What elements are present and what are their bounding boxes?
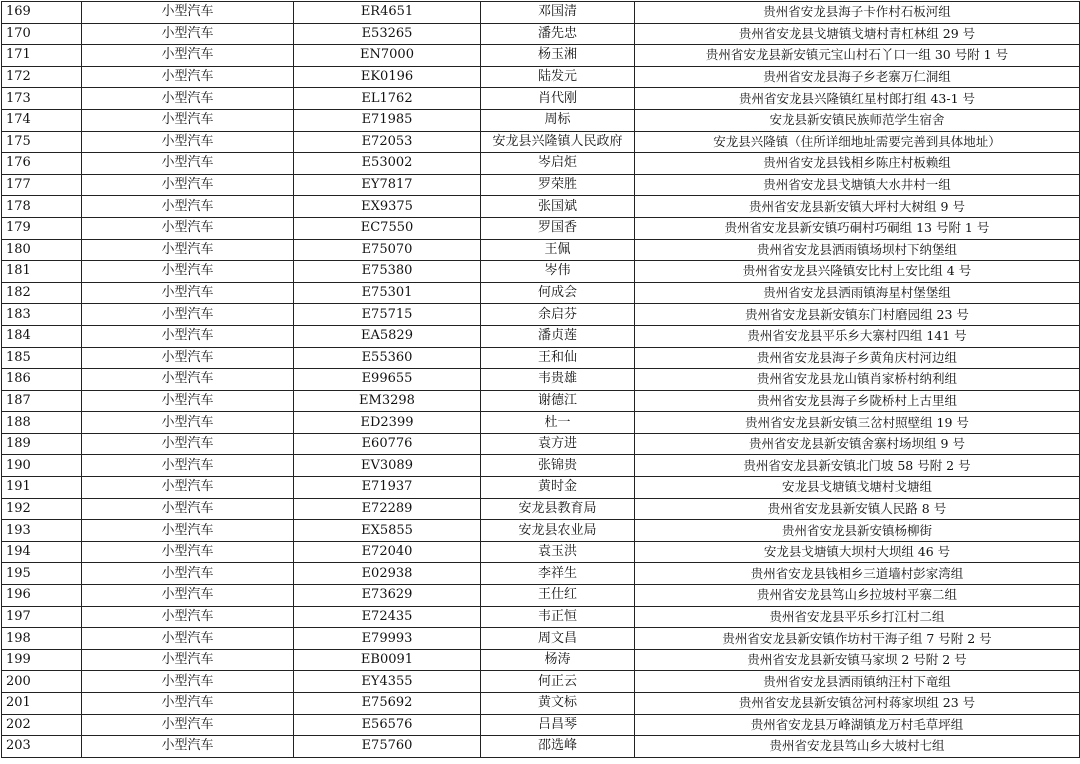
table-row — [2, 45, 1080, 67]
cell-address: 安龙县戈塘镇大坝村大坝组 46 号 — [635, 541, 1080, 563]
cell-address: 贵州省安龙县洒雨镇纳汪村下竜组 — [635, 671, 1080, 693]
cell-plate-number: EX9375 — [294, 196, 481, 218]
cell-serial-number: 185 — [2, 347, 82, 369]
cell-vehicle-type: 小型汽车 — [82, 66, 294, 88]
cell-serial-number: 202 — [2, 714, 82, 736]
cell-plate-number: E72053 — [294, 131, 481, 153]
cell-vehicle-type: 小型汽车 — [82, 109, 294, 131]
cell-owner-name: 安龙县教育局 — [481, 498, 635, 520]
cell-vehicle-type: 小型汽车 — [82, 671, 294, 693]
cell-serial-number: 198 — [2, 628, 82, 650]
cell-serial-number: 196 — [2, 585, 82, 607]
cell-plate-number: EM3298 — [294, 390, 481, 412]
table-row — [2, 174, 1080, 196]
cell-vehicle-type: 小型汽车 — [82, 693, 294, 715]
cell-plate-number: E72289 — [294, 498, 481, 520]
cell-owner-name: 安龙县农业局 — [481, 520, 635, 542]
cell-owner-name: 黄文标 — [481, 693, 635, 715]
cell-plate-number: E56576 — [294, 714, 481, 736]
cell-address: 贵州省安龙县新安镇大坪村大树组 9 号 — [635, 196, 1080, 218]
cell-plate-number: E73629 — [294, 585, 481, 607]
table-row — [2, 520, 1080, 542]
cell-owner-name: 杨玉湘 — [481, 45, 635, 67]
cell-vehicle-type: 小型汽车 — [82, 498, 294, 520]
cell-address: 贵州省安龙县海子卡作村石板河组 — [635, 2, 1080, 24]
cell-plate-number: ER4651 — [294, 2, 481, 24]
cell-plate-number: E99655 — [294, 369, 481, 391]
cell-address: 贵州省安龙县笃山乡拉坡村平寨二组 — [635, 585, 1080, 607]
cell-address: 贵州省安龙县新安镇杨柳街 — [635, 520, 1080, 542]
cell-address: 贵州省安龙县万峰湖镇龙万村毛草坪组 — [635, 714, 1080, 736]
cell-address: 贵州省安龙县平乐乡大寨村四组 141 号 — [635, 325, 1080, 347]
table-row — [2, 693, 1080, 715]
cell-vehicle-type: 小型汽车 — [82, 347, 294, 369]
table-row — [2, 282, 1080, 304]
cell-address: 贵州省安龙县洒雨镇海星村堡堡组 — [635, 282, 1080, 304]
cell-vehicle-type: 小型汽车 — [82, 282, 294, 304]
table-row — [2, 498, 1080, 520]
cell-vehicle-type: 小型汽车 — [82, 477, 294, 499]
cell-vehicle-type: 小型汽车 — [82, 412, 294, 434]
table-row — [2, 153, 1080, 175]
cell-owner-name: 罗荣胜 — [481, 174, 635, 196]
cell-owner-name: 周文昌 — [481, 628, 635, 650]
cell-vehicle-type: 小型汽车 — [82, 455, 294, 477]
cell-address: 贵州省安龙县海子乡黄角庆村河边组 — [635, 347, 1080, 369]
cell-address: 贵州省安龙县新安镇北门坡 58 号附 2 号 — [635, 455, 1080, 477]
cell-serial-number: 199 — [2, 649, 82, 671]
cell-vehicle-type: 小型汽车 — [82, 261, 294, 283]
cell-plate-number: EK0196 — [294, 66, 481, 88]
cell-plate-number: EB0091 — [294, 649, 481, 671]
cell-owner-name: 肖代刚 — [481, 88, 635, 110]
table-row — [2, 304, 1080, 326]
cell-plate-number: E71937 — [294, 477, 481, 499]
cell-owner-name: 张锦贵 — [481, 455, 635, 477]
cell-owner-name: 陆发元 — [481, 66, 635, 88]
table-row — [2, 196, 1080, 218]
cell-vehicle-type: 小型汽车 — [82, 196, 294, 218]
cell-plate-number: E60776 — [294, 433, 481, 455]
cell-owner-name: 何正云 — [481, 671, 635, 693]
cell-serial-number: 182 — [2, 282, 82, 304]
cell-serial-number: 187 — [2, 390, 82, 412]
cell-address: 安龙县新安镇民族师范学生宿舍 — [635, 109, 1080, 131]
table-row — [2, 2, 1080, 24]
cell-serial-number: 190 — [2, 455, 82, 477]
cell-address: 贵州省安龙县钱相乡三道墙村彭家湾组 — [635, 563, 1080, 585]
cell-serial-number: 194 — [2, 541, 82, 563]
cell-address: 贵州省安龙县戈塘镇大水井村一组 — [635, 174, 1080, 196]
table-row — [2, 369, 1080, 391]
cell-serial-number: 176 — [2, 153, 82, 175]
cell-vehicle-type: 小型汽车 — [82, 563, 294, 585]
table-row — [2, 563, 1080, 585]
cell-owner-name: 王仕红 — [481, 585, 635, 607]
cell-plate-number: EV3089 — [294, 455, 481, 477]
cell-serial-number: 175 — [2, 131, 82, 153]
cell-serial-number: 189 — [2, 433, 82, 455]
cell-address: 贵州省安龙县钱相乡陈庄村板赖组 — [635, 153, 1080, 175]
cell-vehicle-type: 小型汽车 — [82, 239, 294, 261]
cell-serial-number: 181 — [2, 261, 82, 283]
cell-owner-name: 邵选峰 — [481, 736, 635, 758]
cell-owner-name: 李祥生 — [481, 563, 635, 585]
cell-plate-number: E75070 — [294, 239, 481, 261]
cell-owner-name: 谢德江 — [481, 390, 635, 412]
cell-serial-number: 193 — [2, 520, 82, 542]
cell-serial-number: 188 — [2, 412, 82, 434]
cell-plate-number: E72040 — [294, 541, 481, 563]
cell-vehicle-type: 小型汽车 — [82, 520, 294, 542]
cell-serial-number: 174 — [2, 109, 82, 131]
cell-address: 贵州省安龙县新安镇三岔村照壁组 19 号 — [635, 412, 1080, 434]
cell-plate-number: E75301 — [294, 282, 481, 304]
cell-vehicle-type: 小型汽车 — [82, 649, 294, 671]
cell-vehicle-type: 小型汽车 — [82, 541, 294, 563]
cell-vehicle-type: 小型汽车 — [82, 606, 294, 628]
cell-plate-number: E75380 — [294, 261, 481, 283]
cell-address: 贵州省安龙县龙山镇肖家桥村纳利组 — [635, 369, 1080, 391]
cell-owner-name: 杨涛 — [481, 649, 635, 671]
cell-owner-name: 余启芬 — [481, 304, 635, 326]
cell-vehicle-type: 小型汽车 — [82, 153, 294, 175]
table-body — [2, 2, 1080, 758]
cell-serial-number: 173 — [2, 88, 82, 110]
cell-vehicle-type: 小型汽车 — [82, 390, 294, 412]
cell-plate-number: EC7550 — [294, 217, 481, 239]
cell-address: 贵州省安龙县新安镇东门村磨园组 23 号 — [635, 304, 1080, 326]
cell-vehicle-type: 小型汽车 — [82, 714, 294, 736]
cell-address: 贵州省安龙县平乐乡打江村二组 — [635, 606, 1080, 628]
cell-address: 贵州省安龙县新安镇元宝山村石丫口一组 30 号附 1 号 — [635, 45, 1080, 67]
cell-address: 贵州省安龙县笃山乡大坡村七组 — [635, 736, 1080, 758]
table-row — [2, 606, 1080, 628]
table-row — [2, 671, 1080, 693]
cell-serial-number: 171 — [2, 45, 82, 67]
cell-address: 贵州省安龙县洒雨镇场坝村下纳堡组 — [635, 239, 1080, 261]
cell-serial-number: 172 — [2, 66, 82, 88]
cell-serial-number: 200 — [2, 671, 82, 693]
cell-plate-number: E75715 — [294, 304, 481, 326]
cell-plate-number: ED2399 — [294, 412, 481, 434]
cell-serial-number: 179 — [2, 217, 82, 239]
cell-address: 安龙县戈塘镇戈塘村戈塘组 — [635, 477, 1080, 499]
cell-serial-number: 186 — [2, 369, 82, 391]
cell-owner-name: 韦贵雄 — [481, 369, 635, 391]
cell-vehicle-type: 小型汽车 — [82, 585, 294, 607]
cell-plate-number: EX5855 — [294, 520, 481, 542]
cell-plate-number: E55360 — [294, 347, 481, 369]
table-row — [2, 217, 1080, 239]
cell-vehicle-type: 小型汽车 — [82, 628, 294, 650]
cell-plate-number: EY7817 — [294, 174, 481, 196]
cell-owner-name: 袁玉洪 — [481, 541, 635, 563]
cell-owner-name: 潘先忠 — [481, 23, 635, 45]
cell-plate-number: E53265 — [294, 23, 481, 45]
cell-owner-name: 袁方进 — [481, 433, 635, 455]
cell-address: 贵州省安龙县戈塘镇戈塘村青杠林组 29 号 — [635, 23, 1080, 45]
cell-owner-name: 罗国香 — [481, 217, 635, 239]
table-row — [2, 131, 1080, 153]
cell-vehicle-type: 小型汽车 — [82, 45, 294, 67]
cell-vehicle-type: 小型汽车 — [82, 433, 294, 455]
cell-address: 贵州省安龙县海子乡陇桥村上古里组 — [635, 390, 1080, 412]
cell-plate-number: E75760 — [294, 736, 481, 758]
cell-owner-name: 张国斌 — [481, 196, 635, 218]
cell-address: 贵州省安龙县兴隆镇红星村郎打组 43-1 号 — [635, 88, 1080, 110]
cell-plate-number: EN7000 — [294, 45, 481, 67]
cell-plate-number: E53002 — [294, 153, 481, 175]
cell-plate-number: EY4355 — [294, 671, 481, 693]
cell-owner-name: 吕昌琴 — [481, 714, 635, 736]
table-row — [2, 477, 1080, 499]
cell-vehicle-type: 小型汽车 — [82, 217, 294, 239]
cell-vehicle-type: 小型汽车 — [82, 131, 294, 153]
cell-owner-name: 黄时金 — [481, 477, 635, 499]
table-row — [2, 455, 1080, 477]
cell-serial-number: 197 — [2, 606, 82, 628]
cell-serial-number: 192 — [2, 498, 82, 520]
cell-address: 安龙县兴隆镇（住所详细地址需要完善到具体地址） — [635, 131, 1080, 153]
table-row — [2, 239, 1080, 261]
cell-serial-number: 170 — [2, 23, 82, 45]
cell-serial-number: 201 — [2, 693, 82, 715]
cell-owner-name: 王和仙 — [481, 347, 635, 369]
cell-address: 贵州省安龙县新安镇岔河村蒋家坝组 23 号 — [635, 693, 1080, 715]
table-row — [2, 261, 1080, 283]
cell-owner-name: 岑伟 — [481, 261, 635, 283]
cell-vehicle-type: 小型汽车 — [82, 325, 294, 347]
cell-vehicle-type: 小型汽车 — [82, 88, 294, 110]
cell-serial-number: 195 — [2, 563, 82, 585]
cell-owner-name: 杜一 — [481, 412, 635, 434]
table-row — [2, 412, 1080, 434]
cell-address: 贵州省安龙县新安镇马家坝 2 号附 2 号 — [635, 649, 1080, 671]
cell-serial-number: 183 — [2, 304, 82, 326]
cell-plate-number: E75692 — [294, 693, 481, 715]
cell-owner-name: 王佩 — [481, 239, 635, 261]
cell-vehicle-type: 小型汽车 — [82, 369, 294, 391]
table-row — [2, 585, 1080, 607]
table-row — [2, 23, 1080, 45]
cell-serial-number: 191 — [2, 477, 82, 499]
table-row — [2, 325, 1080, 347]
cell-plate-number: E79993 — [294, 628, 481, 650]
table-row — [2, 628, 1080, 650]
cell-vehicle-type: 小型汽车 — [82, 23, 294, 45]
cell-serial-number: 169 — [2, 2, 82, 24]
cell-owner-name: 何成会 — [481, 282, 635, 304]
cell-address: 贵州省安龙县兴隆镇安比村上安比组 4 号 — [635, 261, 1080, 283]
cell-owner-name: 周标 — [481, 109, 635, 131]
cell-serial-number: 203 — [2, 736, 82, 758]
cell-address: 贵州省安龙县新安镇舍寨村场坝组 9 号 — [635, 433, 1080, 455]
cell-vehicle-type: 小型汽车 — [82, 736, 294, 758]
cell-vehicle-type: 小型汽车 — [82, 2, 294, 24]
cell-owner-name: 安龙县兴隆镇人民政府 — [481, 131, 635, 153]
cell-serial-number: 178 — [2, 196, 82, 218]
table-row — [2, 433, 1080, 455]
cell-owner-name: 岑启炬 — [481, 153, 635, 175]
cell-address: 贵州省安龙县新安镇作坊村干海子组 7 号附 2 号 — [635, 628, 1080, 650]
table-row — [2, 541, 1080, 563]
cell-owner-name: 韦正恒 — [481, 606, 635, 628]
cell-serial-number: 184 — [2, 325, 82, 347]
cell-plate-number: E72435 — [294, 606, 481, 628]
cell-plate-number: EL1762 — [294, 88, 481, 110]
cell-owner-name: 邓国清 — [481, 2, 635, 24]
cell-serial-number: 180 — [2, 239, 82, 261]
table-row — [2, 109, 1080, 131]
table-row — [2, 649, 1080, 671]
cell-vehicle-type: 小型汽车 — [82, 174, 294, 196]
cell-plate-number: EA5829 — [294, 325, 481, 347]
cell-address: 贵州省安龙县海子乡老寨万仁洞组 — [635, 66, 1080, 88]
table-row — [2, 347, 1080, 369]
table-row — [2, 714, 1080, 736]
cell-plate-number: E71985 — [294, 109, 481, 131]
cell-address: 贵州省安龙县新安镇巧硐村巧硐组 13 号附 1 号 — [635, 217, 1080, 239]
table-row — [2, 390, 1080, 412]
cell-plate-number: E02938 — [294, 563, 481, 585]
cell-address: 贵州省安龙县新安镇人民路 8 号 — [635, 498, 1080, 520]
table-row — [2, 736, 1080, 758]
cell-vehicle-type: 小型汽车 — [82, 304, 294, 326]
cell-owner-name: 潘贞莲 — [481, 325, 635, 347]
table-row — [2, 66, 1080, 88]
cell-serial-number: 177 — [2, 174, 82, 196]
vehicle-table — [1, 1, 1080, 758]
table-row — [2, 88, 1080, 110]
